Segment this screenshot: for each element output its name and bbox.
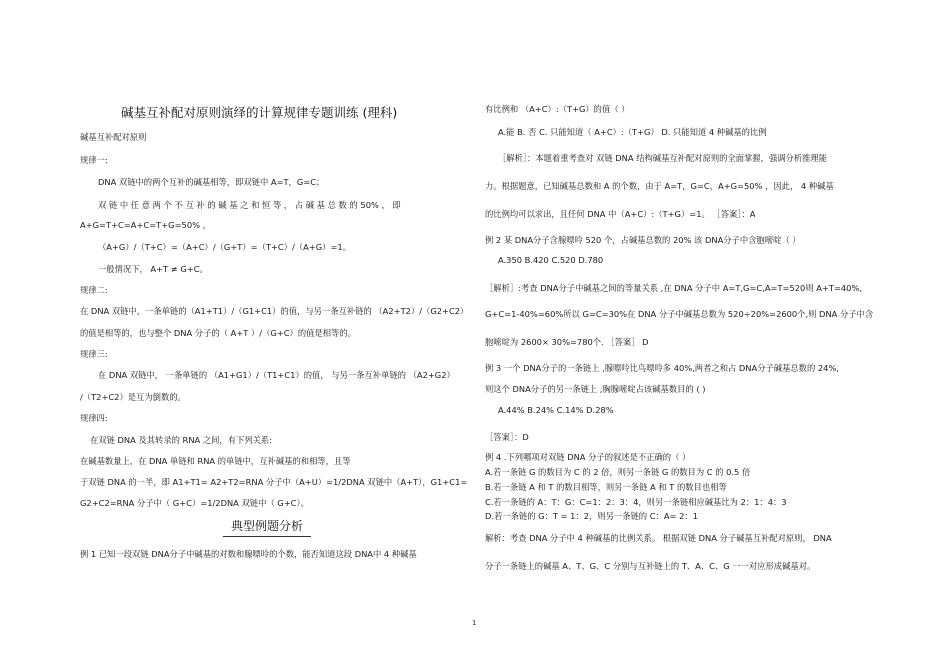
text-line: 解析：考查 DNA 分子中 4 种碱基的比例关系。 根据双链 DNA 分子碱基互补配对原则， DNA (485, 533, 832, 543)
text-line: A+G=T+C=A+C=T+G=50% ， (80, 220, 211, 230)
text-line: 例 3 一个 DNA分子的一条链上 ,腺嘌呤比鸟嘌呤多 40%,两者之和占 DNA分子碱基总数的 24%, (485, 363, 839, 373)
text-line: 于双链 DNA 的一半，即 A1+T1= A2+T2=RNA 分子中（A+U）=1/2DNA 双链中（A+T），G1+C1= (80, 477, 468, 487)
text-line: ［答案］：D (485, 432, 529, 442)
text-line: 有比例和 （A+C）:（T+G）的值（ ） (485, 104, 630, 114)
text-line: B.若一条链 A 和 T 的数目相等，则另一条链 A 和 T 的数目也相等 (485, 482, 727, 492)
text-line: C.若一条链的 A：T：G：C=1：2：3：4，则另一条链相应碱基比为 2：1：4：3 (485, 497, 787, 507)
text-line: A.若一条链 G 的数目为 C 的 2 倍，则另一条链 G 的数目为 C 的 0.5 倍 (485, 467, 751, 477)
text-line: DNA 双链中的两个互补的碱基相等，即双链中 A=T，G=C； (98, 177, 325, 187)
page-number: 1 (472, 619, 477, 627)
text-line: 一般情况下， A+T ≠ G+C。 (98, 264, 208, 274)
text-line: 例 4 .下列哪项对双链 DNA 分子的叙述是不正确的（ ） (485, 452, 691, 462)
text-line: 规律三: (80, 349, 108, 359)
text-line: 分子一条链上的碱基 A、T、G、C 分别与互补链上的 T、A、C、G 一一对应形成碱基对。 (485, 561, 816, 571)
text-line: 例 2 某 DNA分子含腺嘌呤 520 个，占碱基总数的 20% 该 DNA分子中含胞嘧啶（ ） (485, 235, 801, 245)
section-heading-underline (223, 536, 311, 537)
text-line: G+C=1-40%=60%所以 G=C=30%在 DNA 分子中碱基总数为 520÷20%=2600个,则 DNA 分子中含 (485, 309, 874, 319)
text-line: 在双链 DNA 及其转录的 RNA 之间，有下列关系: (90, 435, 273, 445)
text-line: 例 1 已知一段双链 DNA分子中碱基的对数和腺嘌呤的个数，能否知道这段 DNA中 4 种碱基 (80, 549, 417, 559)
text-line: 双 链 中 任 意 两 个 不 互 补 的 碱 基 之 和 恒 等 ， 占 碱 基 总 数 的 50% ， 即 (98, 200, 401, 210)
text-line: D.若一条链的 G：T = 1：2，则另一条链的 C：A= 2：1 (485, 511, 698, 521)
text-line: 碱基互补配对原则 (80, 132, 147, 142)
text-line: ［解析］:考查 DNA分子中碱基之间的等量关系 ,在 DNA 分子中 A=T,G=C,A=T=520则 A+T=40%, (485, 283, 862, 293)
text-line: A.44% B.24% C.14% D.28% (498, 405, 614, 415)
document-title: 碱基互补配对原则演绎的计算规律专题训练 (理科) (121, 105, 398, 120)
text-line: 规律二: (80, 285, 108, 295)
text-line: A.能 B. 否 C. 只能知道（ A+C）:（T+G） D. 只能知道 4 种碱基的比例 (498, 127, 767, 137)
text-line: A.350 B.420 C.520 D.780 (498, 255, 604, 265)
text-line: （A+G）/（T+C）=（A+C）/（G+T）=（T+C）/（A+G）=1。 (98, 242, 351, 252)
text-line: 则这个 DNA分子的另一条链上 ,胸腺嘧啶占该碱基数目的 ( ) (485, 384, 706, 394)
text-line: /（T2+C2）是互为倒数的。 (80, 392, 186, 402)
section-heading: 典型例题分析 (231, 519, 304, 533)
text-line: ［解析］：本题着重考查对 双链 DNA 结构碱基互补配对原则的全面掌握，强调分析推理能 (498, 153, 828, 163)
text-line: G2+C2=RNA 分子中（ G+C）=1/2DNA 双链中（ G+C）。 (80, 498, 309, 508)
text-line: 胞嘧啶为 2600× 30%=780个. ［答案］ D (485, 337, 649, 347)
text-line: 力。根据题意，已知碱基总数和 A 的个数，由于 A=T，G=C，A+G=50% ，因此， 4 种碱基 (485, 181, 834, 191)
text-line: 在 DNA 双链中，一条单链的（A1+T1）/（G1+C1）的值，与另一条互补链的 （A2+T2）/（G2+C2） (80, 306, 469, 316)
text-line: 规律一: (80, 155, 108, 165)
text-line: 在碱基数量上，在 DNA 单链和 RNA 的单链中，互补碱基的和相等，且等 (80, 456, 351, 466)
text-line: 规律四: (80, 413, 108, 423)
text-line: 的比例均可以求出，且任何 DNA 中（A+C）:（T+G）=1。 ［答案］：A (485, 209, 756, 219)
text-line: 的值是相等的，也与整个 DNA 分子的（ A+T ）/（G+C）的值是相等的。 (80, 328, 356, 338)
text-line: 在 DNA 双链中， 一条单链的 （A1+G1）/（T1+C1）的值， 与另一条互补单链的 （A2+G2） (98, 370, 455, 380)
